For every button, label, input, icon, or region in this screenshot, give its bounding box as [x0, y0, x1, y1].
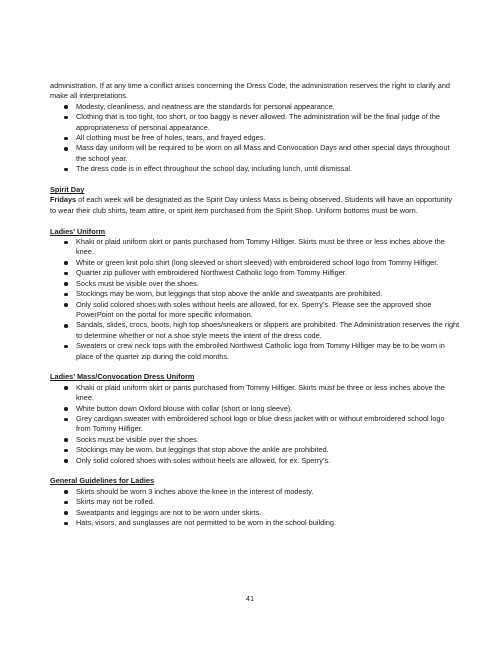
list-item: White or green knit polo shirt (long sleeved or short sleeved) with embroidered school logo from Tommy Hilfiger. [63, 258, 460, 268]
ladies-uniform-list [50, 237, 460, 362]
list-item: Only solid colored shoes with soles without heels are allowed, for ex. Sperry’s. Please see the approved shoe PowerPoint on the portal for more specific information. [63, 300, 460, 321]
list-item: White button down Oxford blouse with collar (short or long sleeve). [63, 404, 460, 414]
ladies-mass-uniform-section [50, 372, 460, 466]
ladies-mass-uniform-list [50, 383, 460, 466]
list-item: Socks must be visible over the shoes. [63, 279, 460, 289]
intro-paragraph: administration. If at any time a conflict arises concerning the Dress Code, the administration reserves the right to clarify and make all interpretations. [50, 81, 451, 101]
list-item: All clothing must be free of holes, tears, and frayed edges. [63, 133, 460, 143]
list-item: Grey cardigan sweater with embroidered school logo or blue dress jacket with or without embroidered school logo from Tommy Hilfiger. [63, 414, 460, 435]
general-guidelines-section [50, 476, 460, 528]
spirit-day-paragraph [50, 195, 460, 216]
section-heading: Spirit Day [50, 185, 85, 195]
list-item: Only solid colored shoes with soles without heels are allowed, for ex. Sperry’s. [63, 456, 460, 466]
ladies-uniform-section [50, 227, 460, 362]
list-item: Khaki or plaid uniform skirt or pants purchased from Tommy Hilfiger. Skirts must be three or less inches above the knee. [63, 237, 460, 258]
section-heading: General Guidelines for Ladies [50, 476, 155, 486]
list-item: Quarter zip pullover with embroidered Northwest Catholic logo from Tommy Hilfiger. [63, 268, 460, 278]
spirit-day-lead: Fridays [50, 195, 77, 205]
list-item: Stockings may be worn, but leggings that stop above the ankle and sweatpants are prohibited. [63, 289, 460, 299]
section-heading: Ladies’ Mass/Convocation Dress Uniform [50, 372, 195, 382]
section-heading: Ladies’ Uniform [50, 226, 106, 236]
general-guidelines-list [50, 487, 460, 529]
list-item: Socks must be visible over the shoes. [63, 435, 460, 445]
spirit-day-text: of each week will be designated as the Spirit Day unless Mass is being observed. Students will have an opportunity to wear their club shirts, team attire, or spirit item purchased from the Spirit Shop. Uniform bottoms must be worn. [50, 195, 453, 215]
list-item: Khaki or plaid uniform skirt or pants purchased from Tommy Hilfiger. Skirts must be three or less inches above the knee. [63, 383, 460, 404]
list-item: Skirts should be worn 3 inches above the knee in the interest of modesty. [63, 487, 460, 497]
list-item: Hats, visors, and sunglasses are not permitted to be worn in the school building. [63, 518, 460, 528]
page-number: 41 [245, 594, 255, 603]
intro-bullet-list [50, 102, 460, 175]
list-item: Clothing that is too tight, too short, or too baggy is never allowed. The administration will be the final judge of the appropriateness of personal appearance. [63, 112, 460, 133]
list-item: Stockings may be worn, but leggings that stop above the ankle are prohibited. [63, 445, 460, 455]
list-item: Mass day uniform will be required to be worn on all Mass and Convocation Days and other special days throughout the school year. [63, 143, 460, 164]
document-page [50, 81, 460, 528]
list-item: Skirts may not be rolled. [63, 497, 460, 507]
list-item: Sandals, slides, crocs, boots, high top shoes/sneakers or slippers are prohibited. The Administration reserves the right to determine whether or not a shoe style meets the intent of the dress code. [63, 320, 460, 341]
list-item: Modesty, cleanliness, and neatness are the standards for personal appearance. [63, 102, 460, 112]
list-item: The dress code is in effect throughout the school day, including lunch, until dismissal. [63, 164, 460, 174]
list-item: Sweatpants and leggings are not to be worn under skirts. [63, 508, 460, 518]
list-item: Sweaters or crew neck tops with the embroiled Northwest Catholic logo from Tommy Hilfiger may be to be worn in place of the quarter zip during the cold months. [63, 341, 460, 362]
spirit-day-section [50, 185, 460, 216]
